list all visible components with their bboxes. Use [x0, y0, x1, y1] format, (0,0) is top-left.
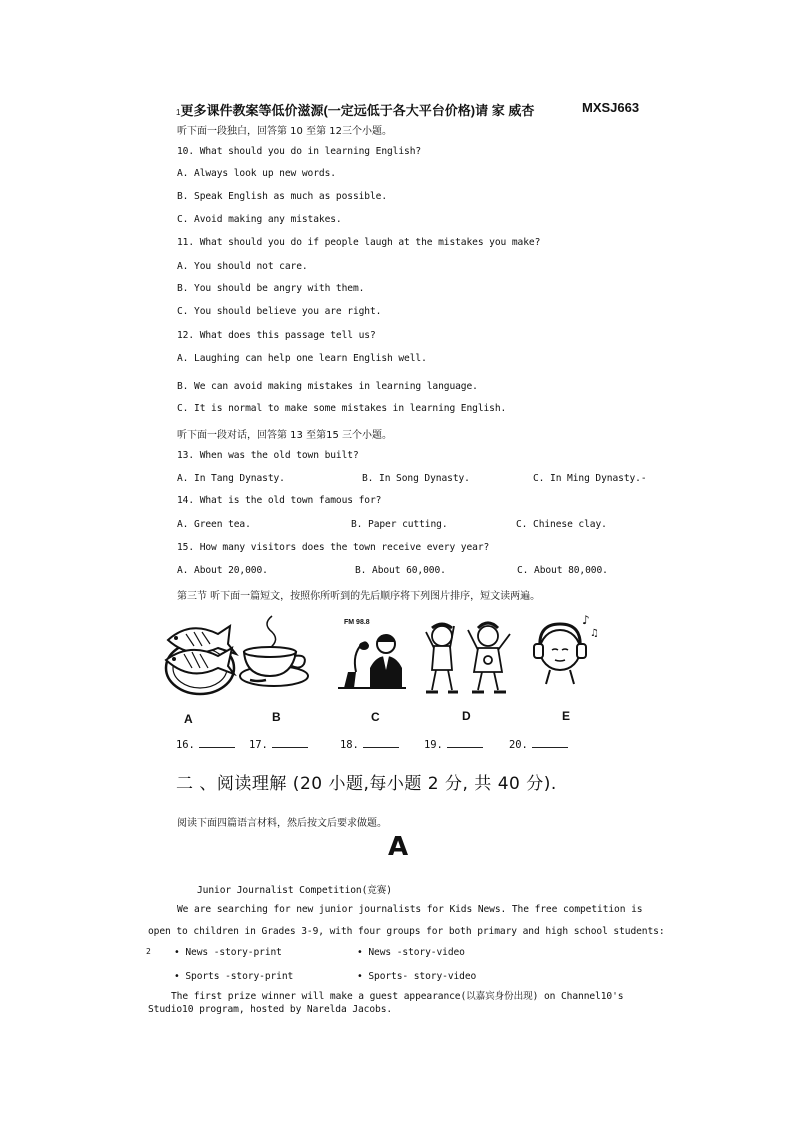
- question-14-option-b: B. Paper cutting.: [351, 519, 448, 530]
- picture-label-c: C: [371, 710, 380, 724]
- passage-p1-line2: open to children in Grades 3-9, with four groups for both primary and high school students:: [148, 926, 665, 937]
- question-12-option-b: B. We can avoid making mistakes in learning language.: [177, 381, 478, 392]
- question-10-option-b: B. Speak English as much as possible.: [177, 191, 388, 202]
- header-code: MXSJ663: [582, 100, 640, 115]
- answer-blank-20[interactable]: [509, 738, 568, 751]
- picture-label-d: D: [462, 709, 471, 723]
- tea-cup-icon: [236, 612, 312, 692]
- question-14-option-a: A. Green tea.: [177, 519, 251, 530]
- question-13-option-c: C. In Ming Dynasty.-: [533, 473, 647, 484]
- passage-letter: A: [388, 832, 409, 862]
- question-13-option-b: B. In Song Dynasty.: [362, 473, 470, 484]
- picture-label-a: A: [184, 712, 193, 726]
- answer-blank-16[interactable]: [176, 738, 235, 751]
- group-news-video: • News -story-video: [357, 947, 465, 958]
- group-sports-video: • Sports- story-video: [357, 971, 477, 982]
- blank-number-16: 16.: [176, 739, 195, 751]
- question-15-option-b: B. About 60,000.: [355, 565, 446, 576]
- music-note-2: ♫: [590, 628, 599, 639]
- question-12-option-c: C. It is normal to make some mistakes in learning English.: [177, 403, 507, 414]
- part-c-intro: 第三节 听下面一篇短文，按照你所听到的先后顺序将下列图片排序，短文读两遍。: [177, 591, 541, 602]
- blank-number-19: 19.: [424, 739, 443, 751]
- blank-line-18[interactable]: [363, 738, 399, 748]
- question-10-option-a: A. Always look up new words.: [177, 168, 336, 179]
- section-title: 二 、阅读理解 (20 小题,每小题 2 分, 共 40 分).: [176, 774, 557, 794]
- group-news-print: • News -story-print: [174, 947, 282, 958]
- answer-blank-18[interactable]: [340, 738, 399, 751]
- radio-fm-label: FM 98.8: [344, 619, 370, 626]
- answer-blank-19[interactable]: [424, 738, 483, 751]
- group-sports-print: • Sports -story-print: [174, 971, 294, 982]
- question-10: 10. What should you do in learning English?: [177, 146, 422, 157]
- blank-line-17[interactable]: [272, 738, 308, 748]
- section-instruction: 阅读下面四篇语言材料，然后按文后要求做题。: [177, 818, 387, 829]
- question-10-option-c: C. Avoid making any mistakes.: [177, 214, 342, 225]
- fish-plate-icon: [160, 612, 240, 700]
- question-13: 13. When was the old town built?: [177, 450, 359, 461]
- answer-blank-17[interactable]: [249, 738, 308, 751]
- question-11-option-c: C. You should believe you are right.: [177, 306, 382, 317]
- header-text: 更多课件教案等低价滋源(一定远低于各大平台价格)请 家 威杏: [180, 103, 535, 118]
- picture-label-e: E: [562, 709, 571, 723]
- part-b-intro: 听下面一段对话，回答第 13 至第15 三个小题。: [177, 430, 392, 441]
- passage-p2-line2: Studio10 program, hosted by Narelda Jacobs.: [148, 1004, 393, 1015]
- music-note-1: ♪: [582, 613, 590, 627]
- question-11-option-a: A. You should not care.: [177, 261, 308, 272]
- headphones-kid-icon: [530, 606, 602, 686]
- question-15-option-a: A. About 20,000.: [177, 565, 268, 576]
- radio-host-icon: [330, 612, 410, 692]
- kids-exercise-icon: [420, 612, 516, 696]
- part-a-intro: 听下面一段独白，回答第 10 至第 12三个小题。: [177, 126, 392, 137]
- question-11: 11. What should you do if people laugh at the mistakes you make?: [177, 237, 541, 248]
- question-12: 12. What does this passage tell us?: [177, 330, 376, 341]
- blank-line-16[interactable]: [199, 738, 235, 748]
- question-15: 15. How many visitors does the town receive every year?: [177, 542, 490, 553]
- picture-label-b: B: [272, 710, 281, 724]
- blank-number-20: 20.: [509, 739, 528, 751]
- question-14: 14. What is the old town famous for?: [177, 495, 382, 506]
- question-14-option-c: C. Chinese clay.: [516, 519, 607, 530]
- margin-number: 2: [146, 947, 151, 956]
- question-11-option-b: B. You should be angry with them.: [177, 283, 365, 294]
- passage-p1-line1: We are searching for new junior journalists for Kids News. The free competition is: [177, 904, 643, 915]
- passage-title: Junior Journalist Competition(竞赛): [197, 885, 392, 896]
- header-number: 1: [176, 108, 181, 117]
- question-13-option-a: A. In Tang Dynasty.: [177, 473, 285, 484]
- question-15-option-c: C. About 80,000.: [517, 565, 608, 576]
- blank-line-19[interactable]: [447, 738, 483, 748]
- page-header: [176, 100, 534, 119]
- passage-p2-line1: The first prize winner will make a guest appearance(以嘉宾身份出现) on Channel10's: [171, 991, 624, 1002]
- blank-number-18: 18.: [340, 739, 359, 751]
- question-12-option-a: A. Laughing can help one learn English well.: [177, 353, 427, 364]
- blank-number-17: 17.: [249, 739, 268, 751]
- blank-line-20[interactable]: [532, 738, 568, 748]
